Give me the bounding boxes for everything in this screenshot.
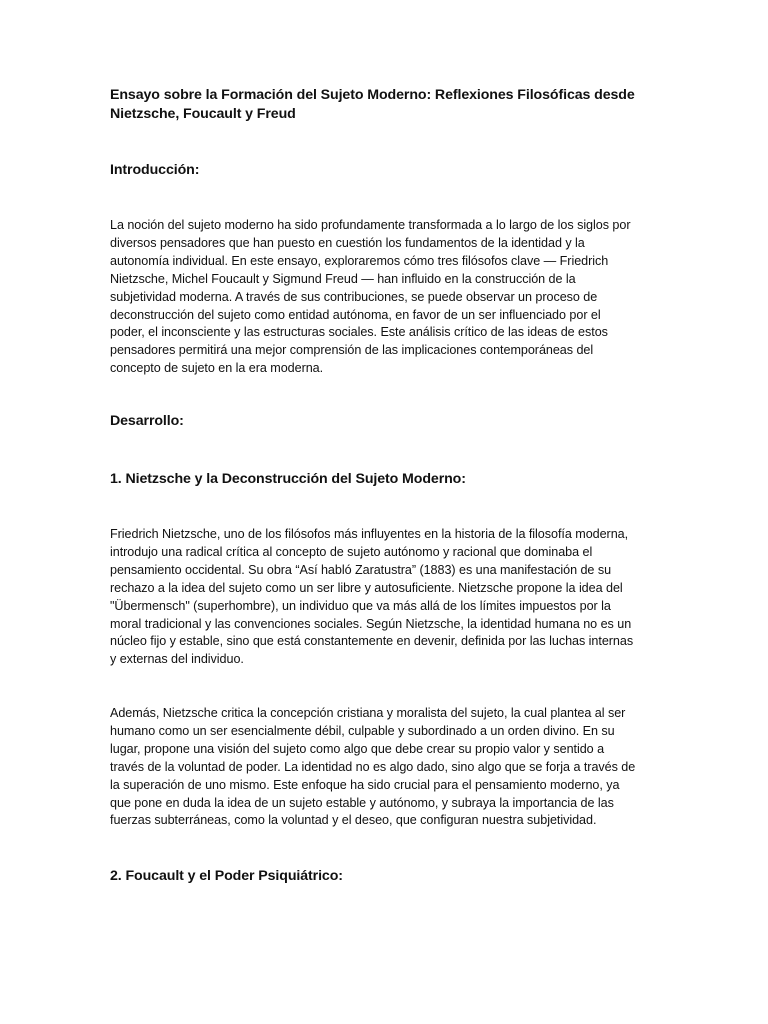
paragraph-line: Además, Nietzsche critica la concepción cristiana y moralista del sujeto, la cual plantea al ser [110,706,626,720]
paragraph-line: concepto de sujeto en la era moderna. [110,361,324,376]
paragraph-line: poder, el inconsciente y las estructuras sociales. Este análisis crítico de las ideas de estos [110,325,608,340]
section2-heading: 2. Foucault y el Poder Psiquiátrico: [110,868,343,884]
section1-paragraph-1 [110,526,662,669]
paragraph-line: la superación de uno mismo. Este enfoque ha sido crucial para el pensamiento moderno, ya [110,777,620,792]
paragraph-line: que pone en duda la idea de un sujeto estable y autónomo, y subraya la importancia de las [110,795,614,810]
intro-heading: Introducción: [110,162,200,178]
paragraph-line: diversos pensadores que han puesto en cuestión los fundamentos de la identidad y la [110,235,585,250]
title-line: Nietzsche, Foucault y Freud [110,106,296,122]
paragraph-line: "Übermensch" (superhombre), un individuo que va más allá de los límites impuestos por la [110,598,611,613]
document-title [110,86,662,124]
paragraph-line: pensadores permitirá una mejor comprensión de las implicaciones contemporáneas del [110,343,594,358]
paragraph-line: Nietzsche, Michel Foucault y Sigmund Freud — han influido en la construcción de la [110,271,576,286]
intro-paragraph [110,217,662,378]
section1-paragraph-2 [110,705,662,830]
paragraph-line: La noción del sujeto moderno ha sido profundamente transformada a lo largo de los siglos por [110,218,631,232]
paragraph-line: humano como un ser esencialmente débil, culpable y subordinado a un orden divino. En su [110,723,615,738]
paragraph-line: núcleo fijo y estable, sino que está constantemente en devenir, definida por las luchas internas [110,634,634,649]
section1-heading: 1. Nietzsche y la Deconstrucción del Sujeto Moderno: [110,471,466,487]
paragraph-line: subjetividad moderna. A través de sus contribuciones, se puede observar un proceso de [110,289,598,304]
title-line: Ensayo sobre la Formación del Sujeto Moderno: Reflexiones Filosóficas desde [110,87,635,103]
paragraph-line: introdujo una radical crítica al concepto de sujeto autónomo y racional que dominaba el [110,544,593,559]
paragraph-line: fuerzas subterráneas, como la voluntad y el deseo, que configuran nuestra subjetividad. [110,813,597,828]
paragraph-line: moral tradicional y las convenciones sociales. Según Nietzsche, la identidad humana no es un [110,616,632,631]
paragraph-line: autonomía individual. En este ensayo, exploraremos cómo tres filósofos clave — Friedrich [110,253,609,268]
paragraph-line: rechazo a la idea del sujeto como un ser libre y autosuficiente. Nietzsche propone la idea del [110,580,623,595]
development-heading: Desarrollo: [110,413,184,429]
paragraph-line: y externas del individuo. [110,652,244,667]
paragraph-line: través de la voluntad de poder. La identidad no es algo dado, sino algo que se forja a través de [110,759,636,774]
paragraph-line: lugar, propone una visión del sujeto como algo que debe crear su propio valor y sentido a [110,741,605,756]
paragraph-line: deconstrucción del sujeto como entidad autónoma, en favor de un ser influenciado por el [110,307,601,322]
paragraph-line: Friedrich Nietzsche, uno de los filósofos más influyentes en la historia de la filosofía moderna, [110,527,629,541]
paragraph-line: pensamiento occidental. Su obra “Así habló Zaratustra” (1883) es una manifestación de su [110,562,612,577]
